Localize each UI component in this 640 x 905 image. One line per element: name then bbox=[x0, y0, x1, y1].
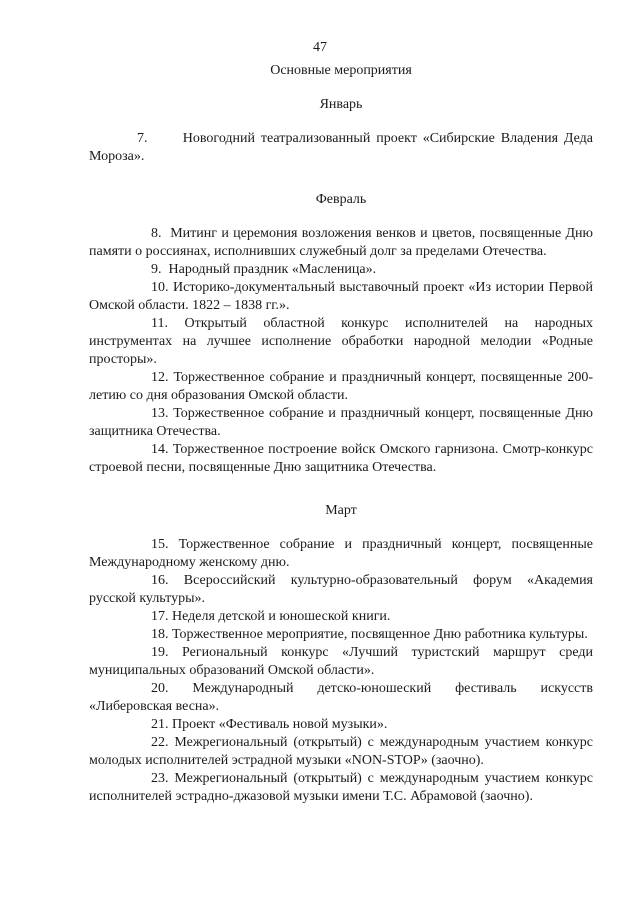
event-item bbox=[89, 405, 593, 441]
event-number: 14. bbox=[151, 442, 169, 457]
event-item bbox=[89, 734, 593, 770]
event-text: Неделя детской и юношеской книги. bbox=[172, 609, 391, 624]
event-text: Проект «Фестиваль новой музыки». bbox=[172, 717, 388, 732]
event-number: 8. bbox=[151, 226, 162, 241]
event-list-january bbox=[89, 130, 593, 166]
event-text: Открытый областной конкурс исполнителей на народных инструментах на лучшее исполнение обработки народной мелодии «Родные просторы». bbox=[89, 316, 594, 367]
event-item bbox=[89, 279, 593, 315]
event-text: Торжественное собрание и праздничный концерт, посвященные Международному женскому дню. bbox=[89, 537, 593, 570]
event-text: Всероссийский культурно-образовательный форум «Академия русской культуры». bbox=[89, 573, 593, 606]
event-text: Межрегиональный (открытый) с международным участием конкурс молодых исполнителей эстрадной музыки «NON-STOP» (заочно). bbox=[89, 735, 594, 768]
month-heading-january: Январь bbox=[319, 97, 363, 112]
event-item bbox=[89, 225, 593, 261]
section-title: Основные мероприятия bbox=[270, 63, 412, 78]
event-item bbox=[89, 770, 593, 806]
event-text: Народный праздник «Масленица». bbox=[168, 262, 377, 277]
event-item bbox=[89, 680, 593, 716]
event-number: 18. bbox=[151, 627, 169, 642]
event-number: 16. bbox=[151, 573, 169, 588]
month-heading-march: Март bbox=[325, 503, 357, 518]
event-text: Торжественное мероприятие, посвященное Дню работника культуры. bbox=[172, 627, 588, 642]
event-item bbox=[89, 608, 593, 626]
event-number: 7. bbox=[137, 131, 148, 146]
event-number: 15. bbox=[151, 537, 169, 552]
event-number: 12. bbox=[151, 370, 169, 385]
event-text: Региональный конкурс «Лучший туристский маршрут среди муниципальных образований Омской области». bbox=[89, 645, 594, 678]
event-number: 22. bbox=[151, 735, 169, 750]
event-number: 10. bbox=[151, 280, 169, 295]
event-item bbox=[89, 536, 593, 572]
event-number: 13. bbox=[151, 406, 169, 421]
event-list-february bbox=[89, 225, 593, 477]
event-text: Торжественное собрание и праздничный концерт, посвященные 200-летию со дня образования Омской области. bbox=[89, 370, 593, 403]
event-item bbox=[89, 130, 593, 166]
event-item bbox=[89, 644, 593, 680]
event-number: 23. bbox=[151, 771, 169, 786]
event-item bbox=[89, 716, 593, 734]
event-text: Историко-документальный выставочный проект «Из истории Первой Омской области. 1822 – 1838 гг.». bbox=[89, 280, 593, 313]
event-number: 11. bbox=[151, 316, 168, 331]
event-number: 21. bbox=[151, 717, 169, 732]
document-body bbox=[89, 62, 593, 806]
event-item bbox=[89, 441, 593, 477]
event-item bbox=[89, 315, 593, 369]
event-text: Межрегиональный (открытый) с международным участием конкурс исполнителей эстрадно-джазовой музыки имени Т.С. Абрамовой (заочно). bbox=[89, 771, 594, 804]
event-list-march bbox=[89, 536, 593, 806]
event-number: 9. bbox=[151, 262, 162, 277]
event-item bbox=[89, 626, 593, 644]
event-number: 19. bbox=[151, 645, 169, 660]
event-item bbox=[89, 369, 593, 405]
event-item bbox=[89, 572, 593, 608]
event-text: Торжественное построение войск Омского гарнизона. Смотр-конкурс строевой песни, посвященные Дню защитника Отечества. bbox=[89, 442, 593, 475]
event-text: Торжественное собрание и праздничный концерт, посвященные Дню защитника Отечества. bbox=[89, 406, 594, 439]
event-text: Митинг и церемония возложения венков и цветов, посвященные Дню памяти о россиянах, исполнивших служебный долг за пределами Отечества. bbox=[89, 226, 594, 259]
month-heading-february: Февраль bbox=[315, 192, 367, 207]
page-number: 47 bbox=[313, 40, 327, 55]
event-item bbox=[89, 261, 593, 279]
event-number: 20. bbox=[151, 681, 169, 696]
event-number: 17. bbox=[151, 609, 169, 624]
event-text: Международный детско-юношеский фестиваль искусств «Либеровская весна». bbox=[89, 681, 593, 714]
event-text: Новогодний театрализованный проект «Сибирские Владения Деда Мороза». bbox=[89, 131, 594, 164]
